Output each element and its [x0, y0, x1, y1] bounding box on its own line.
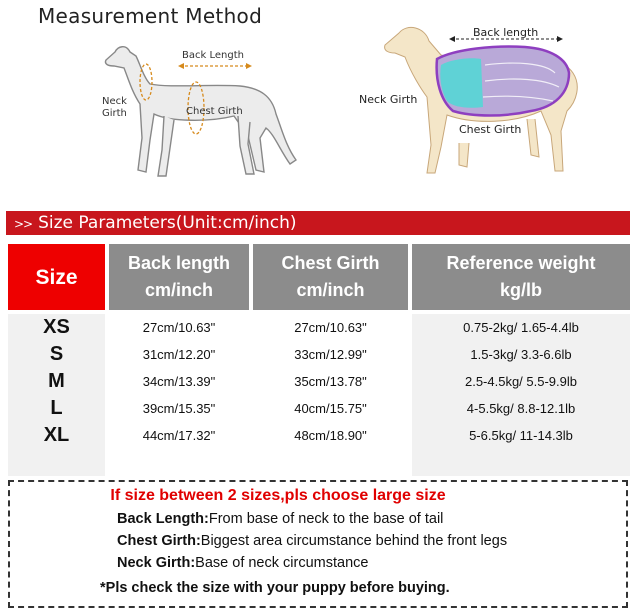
neck-girth-term: Neck Girth:	[117, 555, 196, 571]
header-back-length	[109, 244, 249, 310]
header-size	[8, 244, 105, 310]
back-length-cell: 44cm/17.32"	[142, 428, 216, 443]
dog-outline-diagram	[100, 30, 310, 190]
notes-box	[8, 480, 628, 608]
header-chest-girth	[253, 244, 408, 310]
size-cell-empty	[8, 449, 105, 476]
chest-girth-note	[117, 533, 507, 549]
neck-girth-definition: Base of neck circumstance	[195, 555, 369, 571]
neck-girth-label-right: Neck Girth	[359, 93, 418, 106]
reference-weight-cell: 5-6.5kg/ 11-14.3lb	[412, 422, 630, 449]
reference-weight-cell: 0.75-2kg/ 1.65-4.4lb	[412, 314, 630, 341]
reference-weight-cell: 2.5-4.5kg/ 5.5-9.9lb	[412, 368, 630, 395]
check-size-note: *Pls check the size with your puppy before buying.	[100, 580, 450, 596]
size-cell: XS	[8, 314, 105, 341]
dog-jacket-diagram	[355, 15, 585, 185]
header-back-length-line2: cm/inch	[144, 280, 214, 300]
size-parameters-label: Size Parameters(Unit:cm/inch)	[38, 213, 297, 233]
size-cell: M	[8, 368, 105, 395]
reference-weight-cell-empty	[412, 449, 630, 476]
header-back-length-line1: Back length	[127, 253, 231, 273]
back-length-cell: 31cm/12.20"	[142, 347, 216, 362]
back-length-note	[117, 511, 443, 527]
neck-girth-label-line2: Girth	[102, 108, 127, 119]
table-row	[8, 422, 630, 449]
neck-girth-label-line1: Neck	[102, 96, 127, 107]
back-length-cell: 39cm/15.35"	[142, 401, 216, 416]
header-chest-girth-line2: cm/inch	[296, 280, 365, 300]
page-title: Measurement Method	[38, 4, 263, 28]
chest-girth-term: Chest Girth:	[117, 533, 201, 549]
chest-girth-cell: 27cm/10.63"	[294, 320, 367, 335]
table-row	[8, 341, 630, 368]
header-reference-weight-line2: kg/lb	[499, 280, 542, 300]
chest-girth-label-right: Chest Girth	[459, 123, 522, 136]
size-cell: L	[8, 395, 105, 422]
reference-weight-cell: 4-5.5kg/ 8.8-12.1lb	[412, 395, 630, 422]
size-parameters-bar	[6, 211, 630, 235]
header-reference-weight-line1: Reference weight	[446, 253, 596, 273]
table-row	[8, 314, 630, 341]
chest-girth-cell: 33cm/12.99"	[294, 347, 367, 362]
chest-girth-cell: 40cm/15.75"	[294, 401, 367, 416]
header-reference-weight	[412, 244, 630, 310]
chest-girth-cell: 35cm/13.78"	[294, 374, 367, 389]
size-warning: If size between 2 sizes,pls choose large size	[110, 487, 446, 504]
back-length-cell: 34cm/13.39"	[142, 374, 216, 389]
back-length-label: Back Length	[182, 50, 244, 61]
chest-girth-label: Chest Girth	[186, 106, 243, 117]
double-chevron-icon: >>	[14, 217, 33, 231]
header-size-label: Size	[35, 265, 78, 289]
back-length-cell: 27cm/10.63"	[142, 320, 216, 335]
back-length-label-right: Back length	[473, 26, 539, 39]
size-cell: S	[8, 341, 105, 368]
header-chest-girth-line1: Chest Girth	[281, 253, 380, 273]
table-row	[8, 395, 630, 422]
back-length-definition: From base of neck to the base of tail	[208, 511, 444, 527]
reference-weight-cell: 1.5-3kg/ 3.3-6.6lb	[412, 341, 630, 368]
back-length-term: Back Length:	[117, 511, 209, 527]
table-row-empty	[8, 449, 630, 476]
neck-girth-note	[117, 555, 368, 571]
size-cell: XL	[8, 422, 105, 449]
chest-girth-cell: 48cm/18.90"	[294, 428, 367, 443]
chest-girth-definition: Biggest area circumstance behind the front legs	[200, 533, 508, 549]
table-row	[8, 368, 630, 395]
